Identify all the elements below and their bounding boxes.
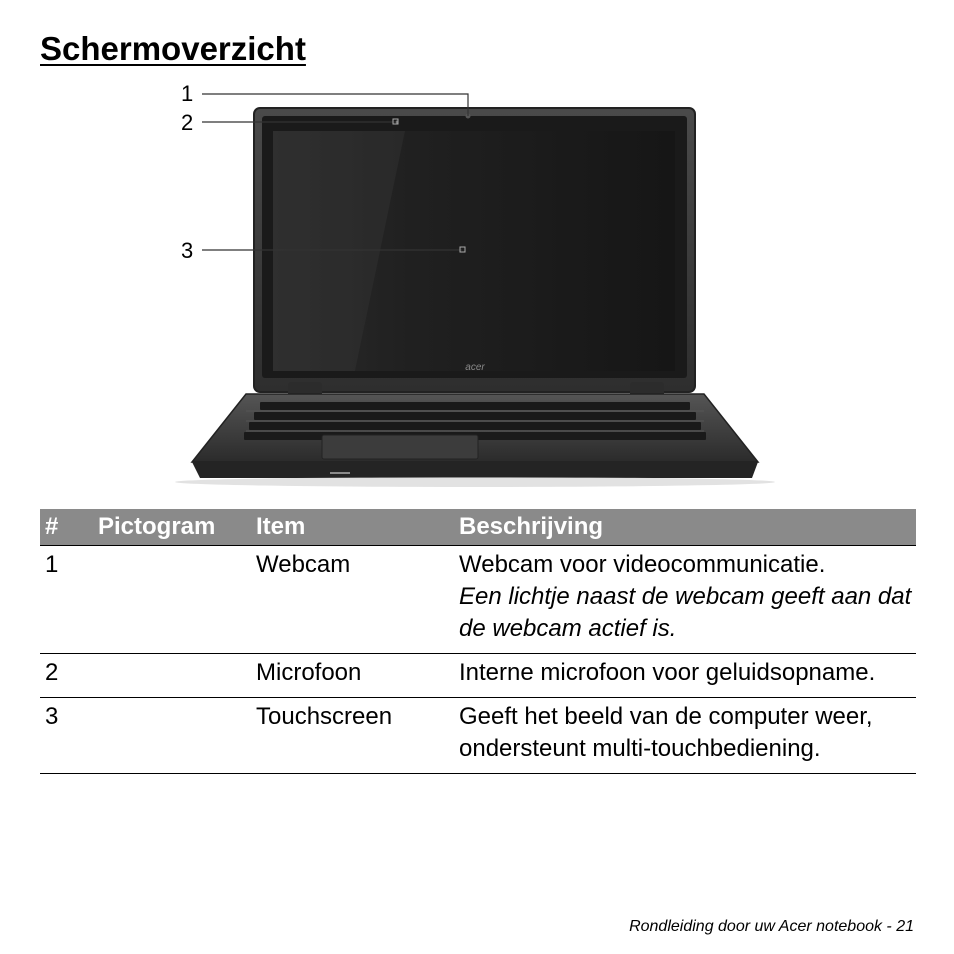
table-header-row	[40, 509, 916, 546]
brand-logo: acer	[465, 362, 485, 373]
table-row	[40, 654, 916, 698]
laptop-figure	[160, 78, 800, 490]
row-number: 2	[40, 654, 93, 698]
row-pictogram	[93, 546, 251, 654]
row-item: Touchscreen	[251, 698, 454, 774]
row-item: Webcam	[251, 546, 454, 654]
header-number: #	[40, 509, 93, 546]
row-number: 1	[40, 546, 93, 654]
row-description: Interne microfoon voor geluidsopname.	[454, 654, 916, 698]
table-row	[40, 546, 916, 654]
table-row	[40, 698, 916, 774]
page-title: Schermoverzicht	[40, 30, 306, 67]
row-pictogram	[93, 654, 251, 698]
row-note: Een lichtje naast de webcam geeft aan dat de webcam actief is.	[459, 583, 912, 642]
header-description: Beschrijving	[454, 509, 916, 546]
row-number: 3	[40, 698, 93, 774]
laptop-illustration	[160, 78, 800, 490]
component-table	[40, 509, 916, 774]
touchpad	[322, 435, 478, 459]
callout-number-2: 2	[181, 110, 194, 135]
row-pictogram	[93, 698, 251, 774]
row-description: Webcam voor videocommunicatie.	[459, 551, 826, 578]
row-item: Microfoon	[251, 654, 454, 698]
front-edge	[192, 462, 758, 478]
header-pictogram: Pictogram	[93, 509, 251, 546]
header-item: Item	[251, 509, 454, 546]
row-description-cell	[454, 546, 916, 654]
page-footer: Rondleiding door uw Acer notebook - 21	[629, 918, 914, 935]
callout-number-3: 3	[181, 238, 194, 263]
callout-number-1: 1	[181, 81, 194, 106]
row-description: Geeft het beeld van de computer weer, ondersteunt multi-touchbediening.	[454, 698, 916, 774]
